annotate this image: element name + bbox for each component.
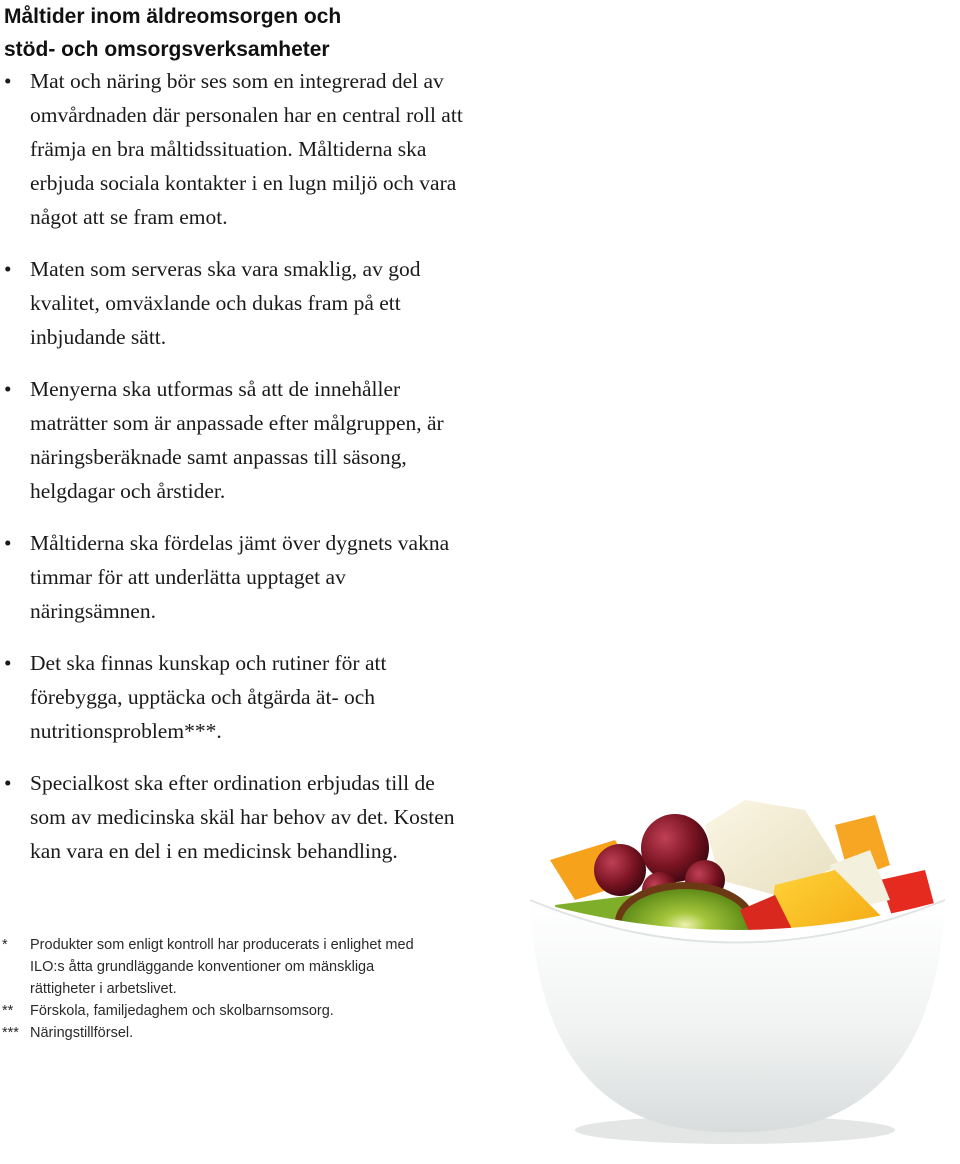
bullet-dot: •: [4, 257, 12, 281]
heading-line-2: stöd- och omsorgsverksamheter: [4, 38, 330, 61]
footnote: [0, 1022, 420, 1044]
bullet-dot: •: [4, 377, 12, 401]
bullet-item: [0, 372, 470, 508]
fruit-bowl-illustration: [505, 770, 960, 1164]
bullet-text: Måltiderna ska fördelas jämt över dygnets vakna timmar för att underlätta upptaget av näringsämnen.: [30, 531, 450, 623]
footnote-mark: *: [2, 937, 8, 953]
footnote-mark: ***: [2, 1025, 19, 1041]
grape: [594, 844, 646, 896]
bullet-item: [0, 64, 470, 234]
bullet-item: [0, 526, 470, 628]
footnote-text: Produkter som enligt kontroll har producerats i enlighet med ILO:s åtta grundläggande konventioner om mänskliga rättigheter i arbetslivet.: [30, 937, 414, 997]
footnote: [0, 1000, 420, 1022]
bullet-dot: •: [4, 69, 12, 93]
bullet-text: Maten som serveras ska vara smaklig, av god kvalitet, omväxlande och dukas fram på ett inbjudande sätt.: [30, 257, 421, 349]
bullet-dot: •: [4, 771, 12, 795]
bullet-item: [0, 646, 470, 748]
footnotes: [0, 934, 420, 1044]
bullet-dot: •: [4, 531, 12, 555]
heading-line-1: Måltider inom äldreomsorgen och: [4, 5, 342, 28]
bullet-dot: •: [4, 651, 12, 675]
bullet-item: [0, 252, 470, 354]
bullet-text: Mat och näring bör ses som en integrerad del av omvårdnaden där personalen har en central roll att främja en bra måltidssituation. Måltiderna ska erbjuda sociala kontakter i en lugn miljö och vara något att se fram emot.: [30, 69, 463, 229]
footnote-mark: **: [2, 1003, 14, 1019]
page-heading: [4, 0, 464, 66]
footnote-text: Näringstillförsel.: [30, 1025, 134, 1041]
bullet-text: Menyerna ska utformas så att de innehåller maträtter som är anpassade efter målgruppen, är näringsberäknade samt anpassas till säsong, helgdagar och årstider.: [30, 377, 444, 503]
footnote: [0, 934, 420, 1000]
bullet-list: [0, 64, 470, 886]
fruit-bowl-photo: [505, 770, 960, 1164]
bullet-item: [0, 766, 470, 868]
bullet-text: Specialkost ska efter ordination erbjudas till de som av medicinska skäl har behov av det. Kosten kan vara en del i en medicinsk behandling.: [30, 771, 455, 863]
bullet-text: Det ska finnas kunskap och rutiner för att förebygga, upptäcka och åtgärda ät- och nutritionsproblem***.: [30, 651, 387, 743]
footnote-text: Förskola, familjedaghem och skolbarnsomsorg.: [30, 1003, 334, 1019]
